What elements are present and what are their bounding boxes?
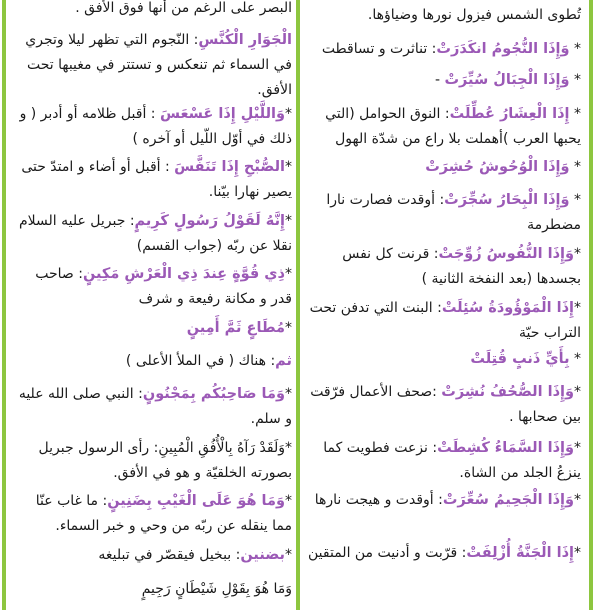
entry-r6: * وَإِذَا الْبِحَارُ سُجِّرَتْ: أوقدت فصارت نارا مضطرمة xyxy=(326,192,581,233)
entry-r9: * بِأَيِّ ذَنبٍ قُتِلَتْ xyxy=(470,351,581,367)
entry-r8: *إِذَا الْمَوْؤُودَةُ سُئِلَتْ: البنت التي تدفن تحت التراب حيّة xyxy=(309,300,581,341)
entry-r1: تُطوى الشمس فيزول نورها وضياؤها. xyxy=(367,7,581,23)
right-frame-border xyxy=(589,0,593,610)
entry-r7: *وَإِذَا النُّفُوسُ زُوِّجَتْ: قرنت كل نفس بجسدها (بعد النفخة الثانية ) xyxy=(342,246,581,287)
entry-l5: *إِنَّهُ لَقَوْلُ رَسُولٍ كَرِيمٍ: جبريل عليه السلام نقلا عن ربّه (جواب القسم) xyxy=(18,213,292,254)
entry-l4: *الصُّبْحِ إِذَا تَنَفَّسَ : أقبل أو أضاء و امتدّ حتى يصير نهارا بيّنا. xyxy=(21,159,292,200)
entry-r13: *إِذَا الْجَنَّةُ أُزْلِفَتْ: قرّبت و أدنيت من المتقين xyxy=(308,545,581,561)
entry-r2: * وَإِذَا النُّجُومُ انكَدَرَتْ: تناثرت و تساقطت xyxy=(321,41,581,57)
entry-r3: * وَإِذَا الْجِبَالُ سُيِّرَتْ - xyxy=(434,72,581,88)
entry-l8: ثم: هناك ( في الملأ الأعلى ) xyxy=(125,353,292,369)
entry-r5: * وَإِذَا الْوُحُوشُ حُشِرَتْ xyxy=(425,159,581,175)
entry-l9: *وَمَا صَاحِبُكُم بِمَجْنُونٍ: النبي صلى الله عليه و سلم. xyxy=(18,386,292,427)
entry-l2: الْجَوَارِ الْكُنَّسِ: النّجوم التي تظهر ليلا وتجري في السماء ثم تنعكس و تستتر في مغيبها تحت الأفق. xyxy=(25,32,292,98)
entry-l6: *ذِي قُوَّةٍ عِندَ ذِي الْعَرْشِ مَكِينٍ: صاحب قدر و مكانة رفيعة و شرف xyxy=(35,266,292,307)
entry-r11: *وَإِذَا السَّمَاءُ كُشِطَتْ: نزعت فطويت كما ينزعُ الجلد من الشاة. xyxy=(323,440,581,481)
entry-l11: *وَمَا هُوَ عَلَى الْغَيْبِ بِضَنِينٍ: ما غاب عنّا مما ينقله عن ربّه من وحي و خبر السماء. xyxy=(35,493,292,534)
entry-l13: وَمَا هُوَ بِقَوْلِ شَيْطَانٍ رَجِيمٍ xyxy=(141,581,292,597)
entry-r10: *وَإِذَا الصُّحُفُ نُشِرَتْ :صحف الأعمال فرّقت بين صحابها . xyxy=(310,384,581,425)
entry-l10: *وَلَقَدْ رَآهُ بِالْأُفُقِ الْمُبِينِ: رأى الرسول جبريل بصورته الخلقيّة و هو في الأفق. xyxy=(38,440,292,481)
entry-l12: *بضنين: ببخيل فيقصّر في تبليغه xyxy=(98,547,292,563)
entry-r4: * إِذَا الْعِشَارُ عُطِّلَتْ: النوق الحوامل (التي يحبها العرب )أهملت بلا راع من شدّة الهول xyxy=(325,106,581,147)
entry-r12: *وَإِذَا الْجَحِيمُ سُعِّرَتْ: أوقدت و هيجت نارها xyxy=(314,492,581,508)
entry-l1: البصر على الرغم من أنها فوق الأفق . xyxy=(75,0,292,16)
left-frame-border xyxy=(2,0,6,610)
entry-l7: *مُطَاعٍ ثَمَّ أَمِينٍ xyxy=(186,320,292,336)
entry-l3: *وَاللَّيْلِ إِذَا عَسْعَسَ : أقبل ظلامه أو أدبر ( و ذلك في أوّل اللّيل أو آخره ) xyxy=(19,106,292,147)
column-divider xyxy=(296,0,300,610)
